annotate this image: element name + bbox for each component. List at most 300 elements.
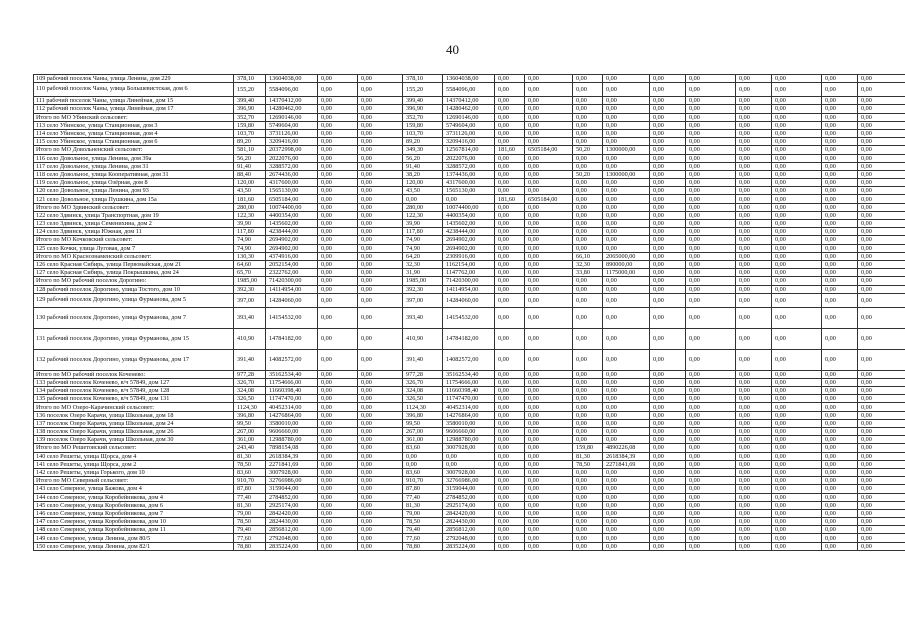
cell-value: 0,00 xyxy=(318,307,358,328)
cell-value: 0,00 xyxy=(495,252,525,260)
cell-value: 122,30 xyxy=(403,211,443,219)
cell-value: 0,00 xyxy=(686,170,736,178)
cell-value: 0,00 xyxy=(495,436,525,444)
cell-value: 14082572,00 xyxy=(443,349,495,370)
cell-value: 0,00 xyxy=(358,170,403,178)
cell-value: 0,00 xyxy=(573,97,603,105)
cell-value: 0,00 xyxy=(573,83,603,97)
cell-value: 0,00 xyxy=(736,244,772,252)
cell-value: 0,00 xyxy=(772,129,822,137)
cell-value: 0,00 xyxy=(686,220,736,228)
cell-value: 79,40 xyxy=(403,526,443,534)
cell-value: 0,00 xyxy=(736,534,772,542)
cell-value: 64,60 xyxy=(234,260,266,268)
row-label: 134 рабочий поселок Коченево, в/ч 57849, дом 128 xyxy=(34,387,234,395)
cell-value: 33,80 xyxy=(573,269,603,277)
cell-value: 0,00 xyxy=(495,83,525,97)
cell-value: 0,00 xyxy=(603,113,650,121)
cell-value: 14276864,00 xyxy=(266,411,318,419)
cell-value: 0,00 xyxy=(358,260,403,268)
cell-value: 0,00 xyxy=(772,436,822,444)
cell-value: 0,00 xyxy=(858,211,905,219)
cell-value: 0,00 xyxy=(650,105,686,113)
cell-value: 0,00 xyxy=(858,419,905,427)
cell-value: 0,00 xyxy=(736,328,772,349)
row-label: Итого по МО Убинский сельсовет: xyxy=(34,113,234,121)
cell-value: 0,00 xyxy=(858,113,905,121)
cell-value: 0,00 xyxy=(525,252,573,260)
row-label: 115 село Убинское, улица Станционная, дом 6 xyxy=(34,138,234,146)
cell-value: 3580010,00 xyxy=(266,419,318,427)
cell-value: 0,00 xyxy=(686,252,736,260)
cell-value: 0,00 xyxy=(318,75,358,83)
cell-value: 12567814,00 xyxy=(443,146,495,154)
cell-value: 0,00 xyxy=(358,411,403,419)
table-row-total xyxy=(34,444,905,452)
cell-value: 0,00 xyxy=(603,220,650,228)
cell-value: 0,00 xyxy=(573,187,603,195)
cell-value: 0,00 xyxy=(525,75,573,83)
cell-value: 0,00 xyxy=(603,542,650,550)
cell-value: 0,00 xyxy=(686,518,736,526)
cell-value: 0,00 xyxy=(650,138,686,146)
cell-value: 396,80 xyxy=(234,411,266,419)
cell-value: 0,00 xyxy=(736,542,772,550)
cell-value: 0,00 xyxy=(603,349,650,370)
cell-value: 5749604,00 xyxy=(443,121,495,129)
cell-value: 0,00 xyxy=(686,195,736,203)
cell-value: 0,00 xyxy=(858,370,905,378)
cell-value: 0,00 xyxy=(686,485,736,493)
cell-value: 0,00 xyxy=(822,121,858,129)
cell-value: 78,50 xyxy=(234,460,266,468)
cell-value: 391,40 xyxy=(403,349,443,370)
cell-value: 0,00 xyxy=(736,460,772,468)
cell-value: 0,00 xyxy=(736,493,772,501)
cell-value: 0,00 xyxy=(686,138,736,146)
row-label: 125 село Кочки, улица Луговая, дом 7 xyxy=(34,244,234,252)
cell-value: 0,00 xyxy=(822,179,858,187)
cell-value: 1374436,00 xyxy=(443,170,495,178)
cell-value: 0,00 xyxy=(358,220,403,228)
cell-value: 0,00 xyxy=(736,518,772,526)
cell-value: 0,00 xyxy=(736,179,772,187)
cell-value: 12690146,00 xyxy=(443,113,495,121)
cell-value: 65,70 xyxy=(234,269,266,277)
table-row xyxy=(34,129,905,137)
cell-value: 0,00 xyxy=(650,293,686,307)
cell-value: 0,00 xyxy=(650,97,686,105)
table-row xyxy=(34,285,905,293)
cell-value: 2824430,00 xyxy=(443,518,495,526)
cell-value: 0,00 xyxy=(736,260,772,268)
cell-value: 0,00 xyxy=(573,105,603,113)
cell-value: 74,90 xyxy=(403,236,443,244)
cell-value: 91,40 xyxy=(403,162,443,170)
cell-value: 0,00 xyxy=(686,244,736,252)
cell-value: 0,00 xyxy=(858,307,905,328)
cell-value: 0,00 xyxy=(318,452,358,460)
cell-value: 0,00 xyxy=(858,452,905,460)
row-label: 150 село Северное, улица Ленина, дом 82/1 xyxy=(34,542,234,550)
cell-value: 326,50 xyxy=(234,395,266,403)
table-row xyxy=(34,534,905,542)
cell-value: 0,00 xyxy=(318,534,358,542)
cell-value: 0,00 xyxy=(573,419,603,427)
cell-value: 0,00 xyxy=(858,349,905,370)
table-row xyxy=(34,138,905,146)
cell-value: 0,00 xyxy=(822,328,858,349)
cell-value: 0,00 xyxy=(650,349,686,370)
cell-value: 0,00 xyxy=(858,260,905,268)
cell-value: 0,00 xyxy=(525,285,573,293)
cell-value: 910,70 xyxy=(403,477,443,485)
cell-value: 0,00 xyxy=(858,444,905,452)
cell-value: 0,00 xyxy=(736,252,772,260)
cell-value: 0,00 xyxy=(318,83,358,97)
table-row xyxy=(34,526,905,534)
cell-value: 0,00 xyxy=(525,509,573,517)
cell-value: 0,00 xyxy=(858,187,905,195)
cell-value: 0,00 xyxy=(650,252,686,260)
cell-value: 0,00 xyxy=(736,370,772,378)
cell-value: 77,60 xyxy=(234,534,266,542)
cell-value: 399,40 xyxy=(403,97,443,105)
cell-value: 0,00 xyxy=(686,370,736,378)
cell-value: 2835224,00 xyxy=(443,542,495,550)
cell-value: 0,00 xyxy=(525,403,573,411)
cell-value: 0,00 xyxy=(650,146,686,154)
cell-value: 0,00 xyxy=(358,468,403,476)
cell-value: 3288572,00 xyxy=(266,162,318,170)
cell-value: 0,00 xyxy=(358,509,403,517)
cell-value: 4317600,00 xyxy=(443,179,495,187)
cell-value: 0,00 xyxy=(822,444,858,452)
cell-value: 2618384,39 xyxy=(603,452,650,460)
cell-value: 181,60 xyxy=(234,195,266,203)
cell-value: 0,00 xyxy=(858,220,905,228)
cell-value: 0,00 xyxy=(772,370,822,378)
cell-value: 2022076,00 xyxy=(443,154,495,162)
cell-value: 0,00 xyxy=(318,138,358,146)
cell-value: 0,00 xyxy=(403,452,443,460)
cell-value: 0,00 xyxy=(822,387,858,395)
cell-value: 5749604,00 xyxy=(266,121,318,129)
cell-value: 0,00 xyxy=(686,419,736,427)
cell-value: 0,00 xyxy=(650,460,686,468)
cell-value: 0,00 xyxy=(822,493,858,501)
cell-value: 14370412,00 xyxy=(443,97,495,105)
cell-value: 0,00 xyxy=(603,493,650,501)
cell-value: 99,50 xyxy=(403,419,443,427)
table-row xyxy=(34,485,905,493)
cell-value: 0,00 xyxy=(858,518,905,526)
cell-value: 0,00 xyxy=(858,460,905,468)
cell-value: 0,00 xyxy=(525,542,573,550)
cell-value: 0,00 xyxy=(603,244,650,252)
cell-value: 0,00 xyxy=(858,269,905,277)
table-row xyxy=(34,293,905,307)
cell-value: 0,00 xyxy=(358,105,403,113)
cell-value: 0,00 xyxy=(822,534,858,542)
cell-value: 1162154,00 xyxy=(443,260,495,268)
cell-value: 0,00 xyxy=(858,195,905,203)
cell-value: 0,00 xyxy=(358,518,403,526)
cell-value: 0,00 xyxy=(358,452,403,460)
cell-value: 2309916,00 xyxy=(443,252,495,260)
cell-value: 0,00 xyxy=(358,534,403,542)
cell-value: 2694902,00 xyxy=(443,236,495,244)
cell-value: 14276864,00 xyxy=(443,411,495,419)
cell-value: 0,00 xyxy=(736,403,772,411)
cell-value: 0,00 xyxy=(525,260,573,268)
row-label: 144 село Северное, улица Коробейникова, дом 4 xyxy=(34,493,234,501)
cell-value: 78,50 xyxy=(403,518,443,526)
cell-value: 0,00 xyxy=(318,403,358,411)
cell-value: 1435602,00 xyxy=(266,220,318,228)
cell-value: 87,80 xyxy=(403,485,443,493)
cell-value: 0,00 xyxy=(318,179,358,187)
cell-value: 0,00 xyxy=(772,277,822,285)
cell-value: 0,00 xyxy=(403,460,443,468)
cell-value: 0,00 xyxy=(686,83,736,97)
cell-value: 0,00 xyxy=(603,428,650,436)
cell-value: 0,00 xyxy=(858,526,905,534)
cell-value: 0,00 xyxy=(736,411,772,419)
cell-value: 0,00 xyxy=(318,162,358,170)
cell-value: 117,80 xyxy=(234,228,266,236)
cell-value: 0,00 xyxy=(772,477,822,485)
cell-value: 0,00 xyxy=(650,170,686,178)
cell-value: 0,00 xyxy=(822,138,858,146)
cell-value: 0,00 xyxy=(772,170,822,178)
cell-value: 0,00 xyxy=(686,307,736,328)
cell-value: 0,00 xyxy=(603,105,650,113)
cell-value: 0,00 xyxy=(772,228,822,236)
cell-value: 74,90 xyxy=(234,244,266,252)
cell-value: 0,00 xyxy=(525,395,573,403)
cell-value: 0,00 xyxy=(686,468,736,476)
cell-value: 410,90 xyxy=(403,328,443,349)
cell-value: 0,00 xyxy=(822,428,858,436)
cell-value: 1300000,00 xyxy=(603,146,650,154)
table-row xyxy=(34,378,905,386)
cell-value: 0,00 xyxy=(358,121,403,129)
cell-value: 0,00 xyxy=(495,477,525,485)
cell-value: 0,00 xyxy=(525,113,573,121)
cell-value: 0,00 xyxy=(573,285,603,293)
cell-value: 1300000,00 xyxy=(603,170,650,178)
cell-value: 0,00 xyxy=(858,162,905,170)
cell-value: 0,00 xyxy=(603,436,650,444)
cell-value: 38,20 xyxy=(403,170,443,178)
cell-value: 0,00 xyxy=(603,228,650,236)
cell-value: 32766986,00 xyxy=(443,477,495,485)
cell-value: 0,00 xyxy=(495,179,525,187)
cell-value: 0,00 xyxy=(686,501,736,509)
cell-value: 4238444,00 xyxy=(266,228,318,236)
cell-value: 0,00 xyxy=(686,493,736,501)
cell-value: 0,00 xyxy=(443,460,495,468)
cell-value: 0,00 xyxy=(573,75,603,83)
cell-value: 0,00 xyxy=(358,269,403,277)
cell-value: 0,00 xyxy=(650,269,686,277)
table-row xyxy=(34,75,905,83)
cell-value: 2618384,39 xyxy=(266,452,318,460)
cell-value: 349,30 xyxy=(403,146,443,154)
cell-value: 78,80 xyxy=(234,542,266,550)
cell-value: 0,00 xyxy=(573,534,603,542)
cell-value: 0,00 xyxy=(318,501,358,509)
table-row xyxy=(34,211,905,219)
cell-value: 77,60 xyxy=(403,534,443,542)
cell-value: 0,00 xyxy=(495,534,525,542)
cell-value: 0,00 xyxy=(858,403,905,411)
cell-value: 0,00 xyxy=(495,293,525,307)
cell-value: 0,00 xyxy=(822,526,858,534)
cell-value: 0,00 xyxy=(686,187,736,195)
cell-value: 0,00 xyxy=(772,518,822,526)
cell-value: 117,80 xyxy=(403,228,443,236)
cell-value: 40452314,00 xyxy=(266,403,318,411)
cell-value: 0,00 xyxy=(736,105,772,113)
row-label: 109 рабочий поселок Чаны, улица Ленина, дом 229 xyxy=(34,75,234,83)
table-row xyxy=(34,307,905,328)
cell-value: 64,20 xyxy=(403,252,443,260)
cell-value: 0,00 xyxy=(318,154,358,162)
cell-value: 0,00 xyxy=(822,509,858,517)
cell-value: 0,00 xyxy=(495,138,525,146)
cell-value: 0,00 xyxy=(358,307,403,328)
table-row xyxy=(34,154,905,162)
cell-value: 0,00 xyxy=(495,228,525,236)
cell-value: 0,00 xyxy=(822,542,858,550)
cell-value: 0,00 xyxy=(318,460,358,468)
row-label: 129 рабочий поселок Дорогино, улица Фурманова, дом 5 xyxy=(34,293,234,307)
cell-value: 11747470,00 xyxy=(443,395,495,403)
cell-value: 0,00 xyxy=(822,485,858,493)
cell-value: 0,00 xyxy=(525,460,573,468)
cell-value: 0,00 xyxy=(858,387,905,395)
cell-value: 0,00 xyxy=(318,370,358,378)
cell-value: 74,90 xyxy=(234,236,266,244)
cell-value: 280,00 xyxy=(403,203,443,211)
cell-value: 0,00 xyxy=(525,452,573,460)
cell-value: 0,00 xyxy=(573,542,603,550)
cell-value: 0,00 xyxy=(736,452,772,460)
cell-value: 243,40 xyxy=(234,444,266,452)
cell-value: 0,00 xyxy=(650,518,686,526)
row-label: 121 село Довольное, улица Пушкина, дом 15а xyxy=(34,195,234,203)
cell-value: 0,00 xyxy=(573,277,603,285)
cell-value: 0,00 xyxy=(573,121,603,129)
cell-value: 0,00 xyxy=(525,170,573,178)
cell-value: 0,00 xyxy=(525,203,573,211)
row-label: 135 рабочий поселок Коченево, в/ч 57849, дом 131 xyxy=(34,395,234,403)
row-label: 149 село Северное, улица Ленина, дом 80/5 xyxy=(34,534,234,542)
cell-value: 0,00 xyxy=(525,534,573,542)
cell-value: 0,00 xyxy=(686,542,736,550)
row-label: 114 село Убинское, улица Станционная, дом 4 xyxy=(34,129,234,137)
cell-value: 4374916,00 xyxy=(266,252,318,260)
cell-value: 0,00 xyxy=(358,138,403,146)
cell-value: 0,00 xyxy=(736,236,772,244)
cell-value: 0,00 xyxy=(525,485,573,493)
cell-value: 0,00 xyxy=(495,501,525,509)
cell-value: 378,10 xyxy=(234,75,266,83)
cell-value: 0,00 xyxy=(858,428,905,436)
cell-value: 0,00 xyxy=(495,97,525,105)
cell-value: 0,00 xyxy=(573,436,603,444)
cell-value: 0,00 xyxy=(736,428,772,436)
cell-value: 0,00 xyxy=(603,195,650,203)
cell-value: 0,00 xyxy=(822,378,858,386)
cell-value: 2694902,00 xyxy=(266,244,318,252)
cell-value: 0,00 xyxy=(603,485,650,493)
cell-value: 3209416,00 xyxy=(443,138,495,146)
cell-value: 0,00 xyxy=(858,179,905,187)
row-label: 117 село Довольное, улица Ленина, дом 31 xyxy=(34,162,234,170)
cell-value: 99,50 xyxy=(234,419,266,427)
cell-value: 0,00 xyxy=(603,121,650,129)
cell-value: 0,00 xyxy=(686,526,736,534)
table-row-total xyxy=(34,252,905,260)
cell-value: 2842420,00 xyxy=(443,509,495,517)
cell-value: 0,00 xyxy=(736,419,772,427)
table-row-total xyxy=(34,203,905,211)
cell-value: 0,00 xyxy=(525,370,573,378)
cell-value: 396,90 xyxy=(234,105,266,113)
cell-value: 0,00 xyxy=(603,307,650,328)
cell-value: 0,00 xyxy=(525,211,573,219)
cell-value: 0,00 xyxy=(318,411,358,419)
cell-value: 0,00 xyxy=(822,285,858,293)
cell-value: 0,00 xyxy=(822,518,858,526)
cell-value: 0,00 xyxy=(603,179,650,187)
row-label: 143 село Северное, улица Бажова, дом 4 xyxy=(34,485,234,493)
cell-value: 0,00 xyxy=(858,75,905,83)
cell-value: 71420300,00 xyxy=(266,277,318,285)
cell-value: 181,60 xyxy=(495,146,525,154)
cell-value: 0,00 xyxy=(650,211,686,219)
cell-value: 0,00 xyxy=(525,105,573,113)
cell-value: 0,00 xyxy=(822,307,858,328)
cell-value: 14280462,00 xyxy=(266,105,318,113)
table-row xyxy=(34,170,905,178)
cell-value: 0,00 xyxy=(525,411,573,419)
cell-value: 0,00 xyxy=(495,187,525,195)
cell-value: 0,00 xyxy=(736,485,772,493)
row-label: Итого по МО Довольненский сельсовет: xyxy=(34,146,234,154)
cell-value: 14784182,00 xyxy=(266,328,318,349)
cell-value: 0,00 xyxy=(603,501,650,509)
cell-value: 0,00 xyxy=(858,534,905,542)
cell-value: 79,40 xyxy=(234,526,266,534)
cell-value: 0,00 xyxy=(686,162,736,170)
cell-value: 1147762,00 xyxy=(443,269,495,277)
cell-value: 2792048,00 xyxy=(443,534,495,542)
cell-value: 0,00 xyxy=(603,509,650,517)
cell-value: 0,00 xyxy=(603,236,650,244)
cell-value: 3288572,00 xyxy=(443,162,495,170)
cell-value: 159,80 xyxy=(403,121,443,129)
cell-value: 0,00 xyxy=(772,509,822,517)
cell-value: 0,00 xyxy=(358,428,403,436)
cell-value: 0,00 xyxy=(736,211,772,219)
cell-value: 0,00 xyxy=(822,252,858,260)
cell-value: 0,00 xyxy=(736,444,772,452)
table-row-total xyxy=(34,277,905,285)
